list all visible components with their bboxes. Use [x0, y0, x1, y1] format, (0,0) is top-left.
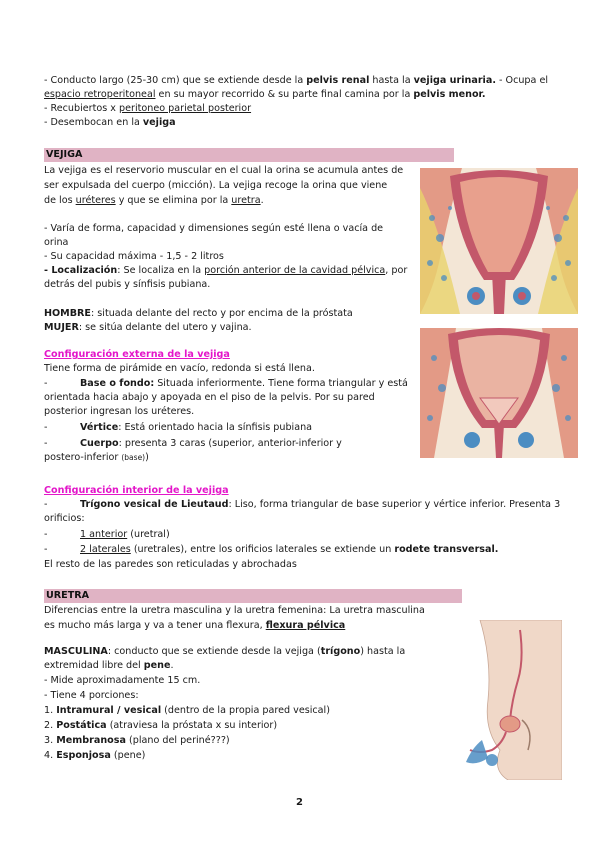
bullet-dash: - — [44, 499, 48, 510]
male-urethra-illustration — [462, 620, 562, 780]
uretra-masculina-line-2: extremidad libre del pene. — [44, 660, 174, 671]
page-number: 2 — [296, 797, 303, 808]
config-interior-orificio-1: 1 anterior (uretral) — [80, 529, 170, 540]
config-externa-title: Configuración externa de la vejiga — [44, 349, 230, 360]
urethra — [492, 272, 506, 314]
config-externa-base-line-1: Base o fondo: Situada inferiormente. Tiene forma triangular y está — [80, 378, 408, 389]
vejiga-p2-line-5: detrás del pubis y sínfisis pubiana. — [44, 279, 211, 290]
uretra-p1-line-1: Diferencias entre la uretra masculina y la uretra femenina: La uretra masculina — [44, 605, 425, 616]
section-header-vejiga: VEJIGA — [44, 148, 454, 162]
testis — [486, 754, 498, 766]
uretra-porcion-4: 4. Esponjosa (pene) — [44, 750, 146, 761]
intro-line-1: - Conducto largo (25-30 cm) que se extiende desde la pelvis renal hasta la vejiga urinaria. - Ocupa el — [44, 75, 549, 86]
vessel-right — [518, 292, 526, 300]
bullet-dash: - — [44, 438, 48, 449]
bullet-dash: - — [44, 529, 48, 540]
section-header-uretra: URETRA — [44, 589, 462, 603]
vessel-left — [472, 292, 480, 300]
config-interior-trigono-line-2: orificios: — [44, 513, 85, 524]
bladder — [500, 716, 520, 732]
uretra-masculina-line-1: MASCULINA: conducto que se extiende desde la vejiga (trígono) hasta la — [44, 646, 406, 657]
config-externa-vertice: Vértice: Está orientado hacia la sínfisis pubiana — [80, 422, 313, 433]
uretra-porcion-3: 3. Membranosa (plano del periné???) — [44, 735, 230, 746]
config-externa-cuerpo-line-1: Cuerpo: presenta 3 caras (superior, anterior-inferior y — [80, 438, 342, 449]
intro-line-2: espacio retroperitoneal en su mayor recorrido & su parte final camina por la pelvis menor. — [44, 89, 486, 100]
vejiga-p1-line-2: ser expulsada del cuerpo (micción). La vejiga recoge la orina que viene — [44, 180, 388, 191]
config-interior-rest: El resto de las paredes son reticuladas y abrochadas — [44, 559, 297, 570]
uretra-mide: - Mide aproximadamente 15 cm. — [44, 675, 201, 686]
config-externa-base-line-2: orientada hacia abajo y apoyada en el piso de la pelvis. Por su pared — [44, 392, 375, 403]
vejiga-p1-line-1: La vejiga es el reservorio muscular en el cual la orina se acumula antes de — [44, 165, 404, 176]
config-externa-line-1: Tiene forma de pirámide en vacío, redonda si está llena. — [44, 363, 315, 374]
muscle-right — [518, 432, 534, 448]
bladder-interior-illustration — [420, 328, 578, 458]
config-interior-trigono-line-1: Trígono vesical de Lieutaud: Liso, forma triangular de base superior y vértice inferior. Presenta 3 — [80, 499, 561, 510]
vejiga-p1-line-3: de los uréteres y que se elimina por la uretra. — [44, 195, 264, 206]
config-interior-orificio-2: 2 laterales (uretrales), entre los orificios laterales se extiende un rodete transversal. — [80, 544, 499, 555]
config-externa-cuerpo-line-2: postero-inferior (base)) — [44, 452, 149, 463]
vejiga-p2-line-4: - Localización: Se localiza en la porción anterior de la cavidad pélvica, por — [44, 265, 408, 276]
intro-line-4: - Desembocan en la vejiga — [44, 117, 176, 128]
bullet-dash: - — [44, 378, 48, 389]
vejiga-mujer: MUJER: se sitúa delante del utero y vajina. — [44, 322, 252, 333]
bullet-dash: - — [44, 422, 48, 433]
bladder-section-illustration — [420, 168, 578, 314]
vejiga-p2-line-3: - Su capacidad máxima - 1,5 - 2 litros — [44, 251, 224, 262]
config-interior-title: Configuración interior de la vejiga — [44, 485, 229, 496]
uretra-porciones: - Tiene 4 porciones: — [44, 690, 139, 701]
vejiga-hombre: HOMBRE: situada delante del recto y por encima de la próstata — [44, 308, 353, 319]
uretra-p1-line-2: es mucho más larga y va a tener una flexura, flexura pélvica — [44, 620, 346, 631]
muscle-left — [464, 432, 480, 448]
config-externa-base-line-3: posterior ingresan los uréteres. — [44, 406, 195, 417]
uretra-porcion-2: 2. Postática (atraviesa la próstata x su interior) — [44, 720, 278, 731]
vejiga-p2-line-1: - Varía de forma, capacidad y dimensiones según esté llena o vacía de — [44, 223, 384, 234]
vejiga-p2-line-2: orina — [44, 237, 69, 248]
bullet-dash: - — [44, 544, 48, 555]
intro-line-3: - Recubiertos x peritoneo parietal posterior — [44, 103, 252, 114]
uretra-porcion-1: 1. Intramural / vesical (dentro de la propia pared vesical) — [44, 705, 330, 716]
